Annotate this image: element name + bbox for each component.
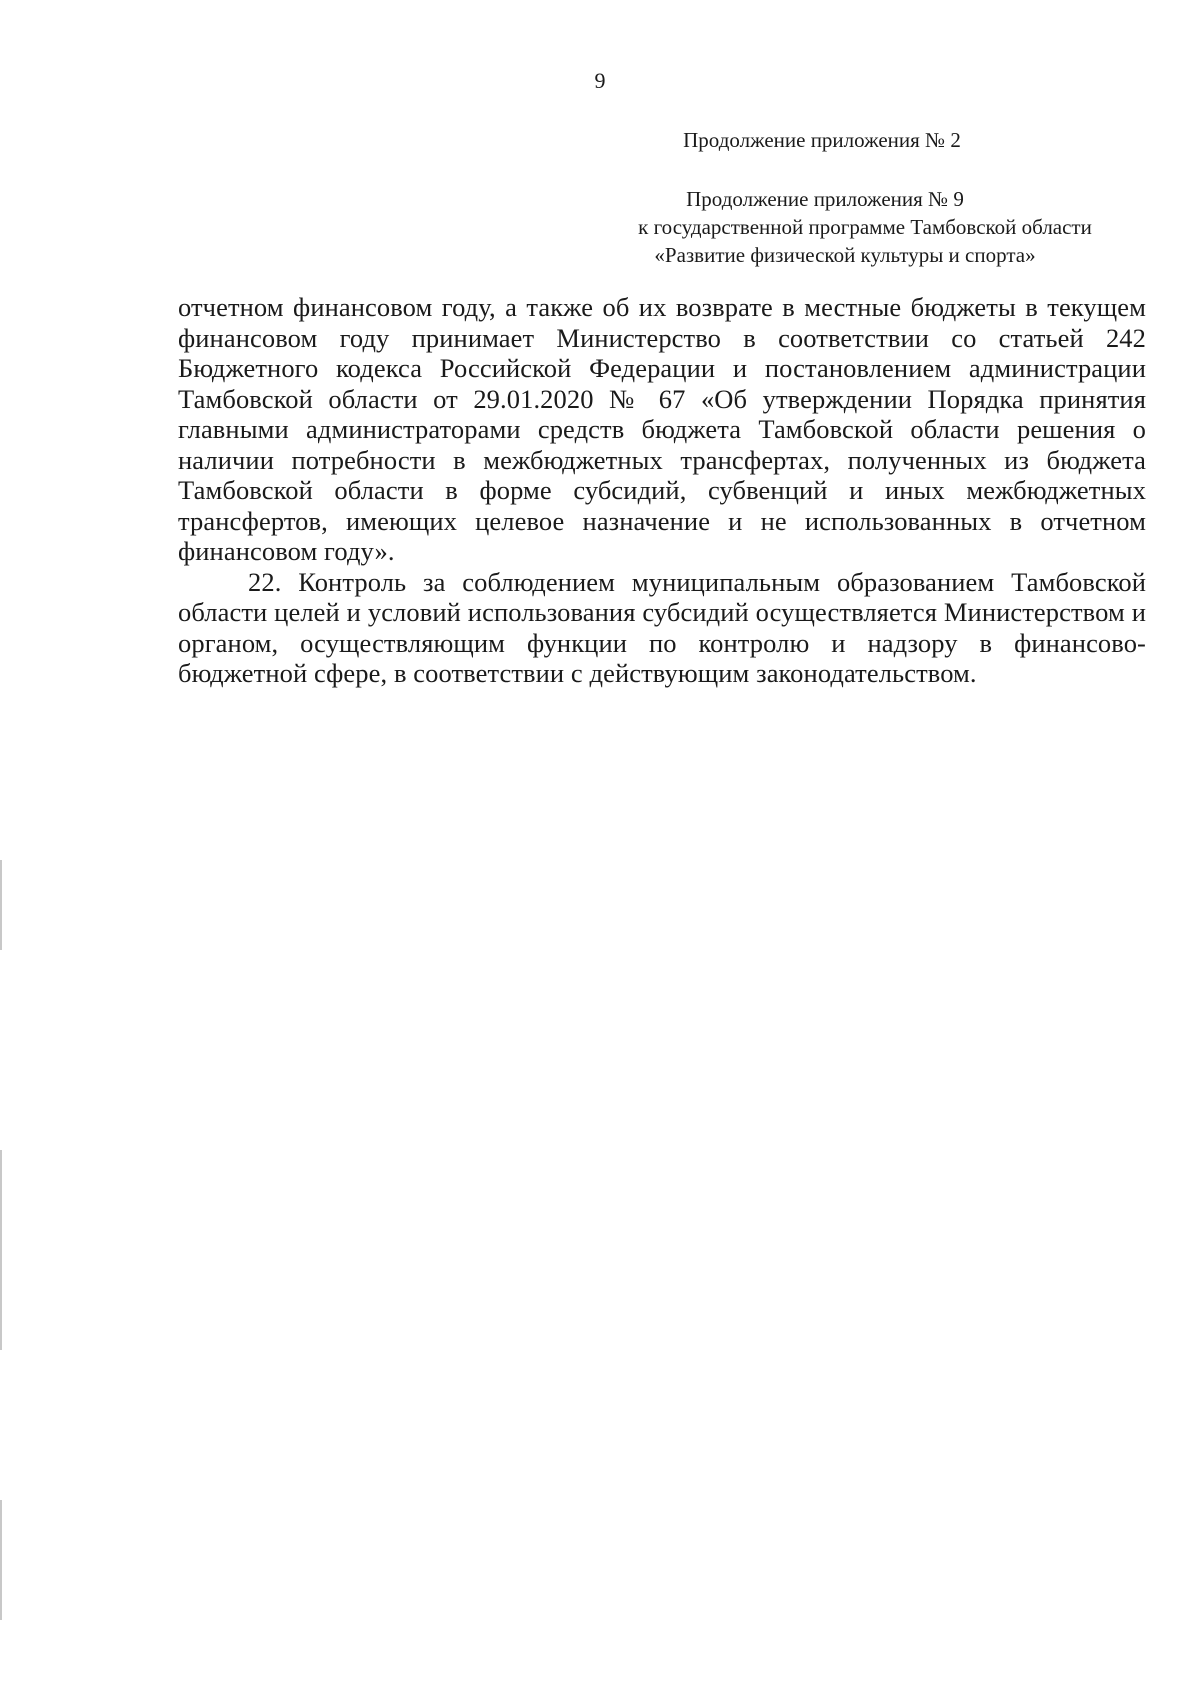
appendix-9-header <box>600 185 1130 269</box>
appendix-2-continuation <box>600 126 1044 154</box>
scan-edge-mark <box>0 1500 2 1620</box>
page-number: 9 <box>594 68 606 93</box>
appendix-9-label: Продолжение приложения № 9 <box>686 187 964 211</box>
program-name: «Развитие физической культуры и спорта» <box>654 243 1036 267</box>
program-line: к государственной программе Тамбовской области <box>638 215 1092 239</box>
paragraph-continuation: отчетном финансовом году, а также об их возврате в местные бюджеты в текущем финансовом году принимает Министерство в соответствии со статьей 242 Бюджетного кодекса Российской Федерации и постановлением администрации Тамбовской области от 29.01.2020 № 67 «Об утверждении Порядка принятия главными администраторами средств бюджета Тамбовской области решения о наличии потребности в межбюджетных трансфертах, полученных из бюджета Тамбовской области в форме субсидий, субвенций и иных межбюджетных трансфертов, имеющих целевое назначение и не использованных в отчетном финансовом году». <box>178 292 1146 566</box>
scan-edge-mark <box>0 1150 2 1350</box>
paragraph-22: 22. Контроль за соблюдением муниципальным образованием Тамбовской области целей и условий использования субсидий осуществляется Министерством и органом, осуществляющим функции по контролю и надзору в финансово-бюджетной сфере, в соответствии с действующим законодательством. <box>178 566 1146 688</box>
document-body <box>178 292 1146 689</box>
scan-edge-mark <box>0 860 2 950</box>
appendix-2-label: Продолжение приложения № 2 <box>683 128 961 152</box>
